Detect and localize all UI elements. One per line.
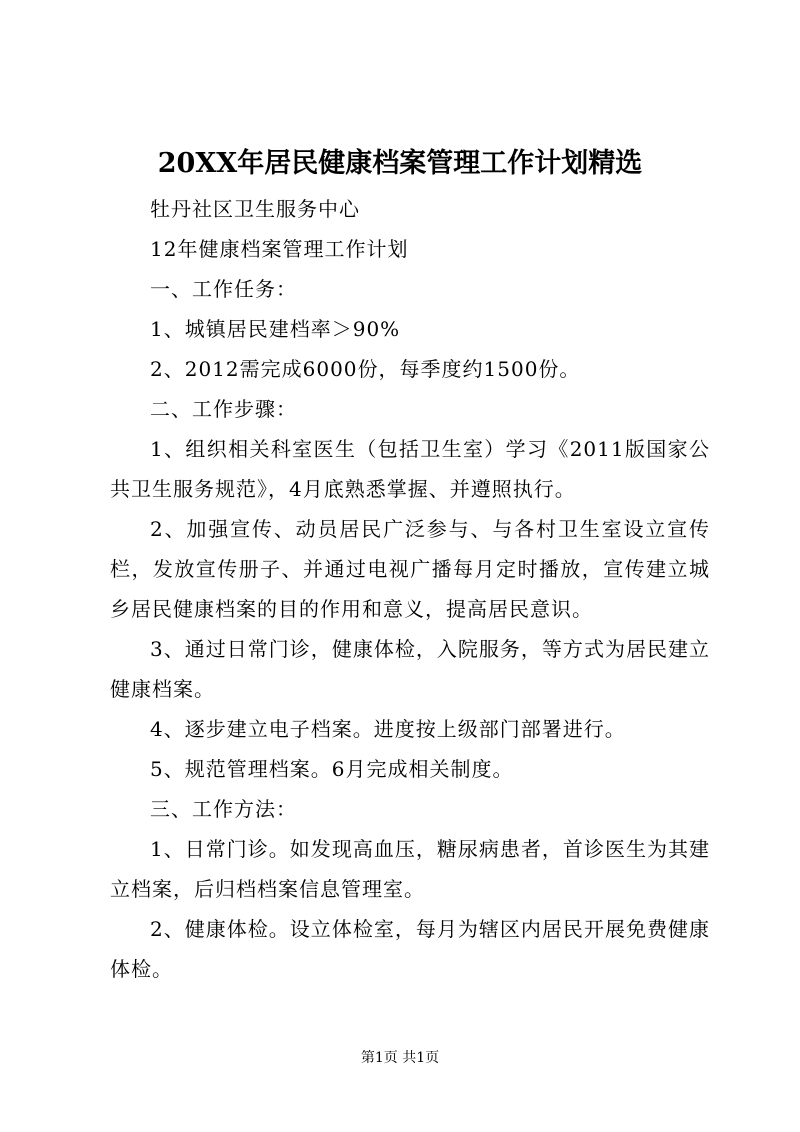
paragraph-method-2: 2、健康体检。设立体检室，每月为辖区内居民开展免费健康体检。 <box>110 917 710 981</box>
paragraph-task-1: 1、城镇居民建档率＞90% <box>150 317 401 341</box>
paragraph-step-3: 3、通过日常门诊，健康体检，入院服务，等方式为居民建立健康档案。 <box>110 637 710 701</box>
paragraph-task-2: 2、2012需完成6000份，每季度约1500份。 <box>150 357 581 381</box>
paragraph-organization: 牡丹社区卫生服务中心 <box>150 197 360 221</box>
paragraph-step-4: 4、逐步建立电子档案。进度按上级部门部署进行。 <box>150 717 626 741</box>
page-footer: 第1页 共1页 <box>360 1050 440 1066</box>
paragraph-section-methods: 三、工作方法： <box>150 797 297 821</box>
paragraph-method-1: 1、日常门诊。如发现高血压，糖尿病患者，首诊医生为其建立档案，后归档档案信息管理室。 <box>110 837 710 901</box>
paragraph-step-5: 5、规范管理档案。6月完成相关制度。 <box>150 757 514 781</box>
paragraph-step-2: 2、加强宣传、动员居民广泛参与、与各村卫生室设立宣传栏，发放宣传册子、并通过电视广播每月定时播放，宣传建立城乡居民健康档案的目的作用和意义，提高居民意识。 <box>110 517 710 621</box>
paragraph-plan-title: 12年健康档案管理工作计划 <box>150 237 409 261</box>
document-title: 20XX年居民健康档案管理工作计划精选 <box>157 148 643 179</box>
paragraph-section-tasks: 一、工作任务： <box>150 277 297 301</box>
document-body <box>110 189 710 989</box>
paragraph-step-1: 1、组织相关科室医生（包括卫生室）学习《2011版国家公共卫生服务规范》，4月底熟悉掌握、并遵照执行。 <box>110 437 710 501</box>
paragraph-section-steps: 二、工作步骤： <box>150 397 297 421</box>
